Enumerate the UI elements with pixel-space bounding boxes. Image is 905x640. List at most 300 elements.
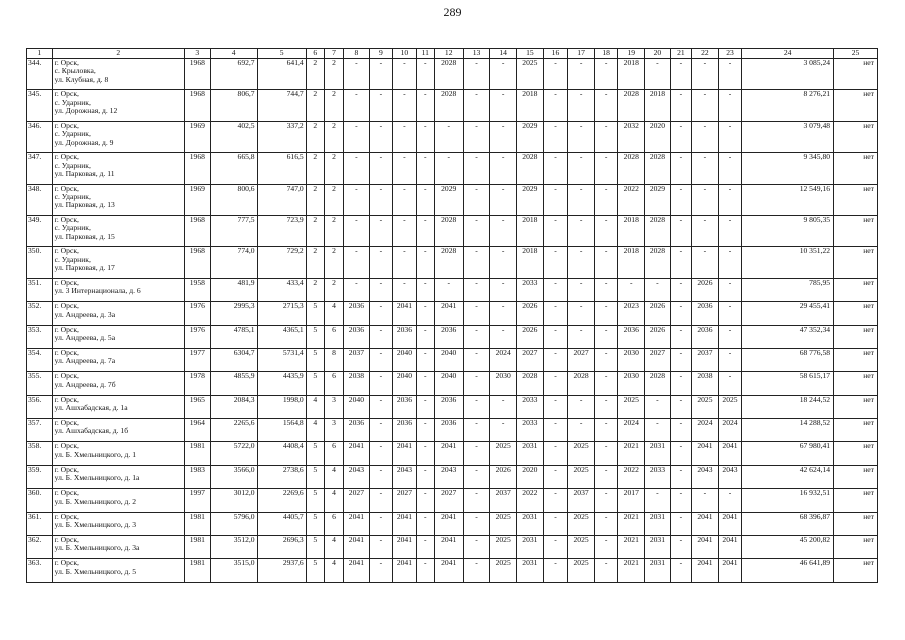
cell-col-25: нет <box>834 90 878 121</box>
cell-col-19: 2017 <box>618 489 645 512</box>
cell-col-17: 2037 <box>568 489 595 512</box>
cell-col-19: 2036 <box>618 325 645 348</box>
cell-col-13: - <box>463 184 490 215</box>
cell-col-22: - <box>692 184 719 215</box>
cell-col-24: 785,95 <box>742 278 834 301</box>
cell-col-25: нет <box>834 302 878 325</box>
cell-col-25: нет <box>834 247 878 278</box>
cell-col-14: - <box>490 184 517 215</box>
cell-col-4: 3012,0 <box>210 489 257 512</box>
cell-col-18: - <box>594 489 617 512</box>
cell-col-21: - <box>670 90 691 121</box>
cell-col-6: 2 <box>306 121 324 152</box>
cell-col-8: - <box>344 278 370 301</box>
table-row <box>27 59 878 90</box>
cell-col-20: 2031 <box>645 442 671 465</box>
address-cell <box>52 247 184 278</box>
address-line: ул. Андреева, д. 5а <box>54 332 116 342</box>
cell-col-24: 68 776,58 <box>742 348 834 371</box>
cell-col-21: - <box>670 442 691 465</box>
table-row <box>27 278 878 301</box>
cell-col-16: - <box>543 395 568 418</box>
row-number: 354. <box>27 348 53 371</box>
cell-col-22: 2041 <box>692 512 719 535</box>
column-header: 24 <box>742 49 834 59</box>
cell-col-11: - <box>416 419 434 442</box>
cell-col-19: - <box>618 278 645 301</box>
cell-col-19: 2030 <box>618 372 645 395</box>
cell-col-3: 1965 <box>185 395 211 418</box>
cell-col-20: 2031 <box>645 512 671 535</box>
cell-col-20: 2031 <box>645 559 671 582</box>
cell-col-4: 481,9 <box>210 278 257 301</box>
column-header: 10 <box>393 49 416 59</box>
cell-col-8: 2036 <box>344 325 370 348</box>
address-cell <box>52 215 184 246</box>
cell-col-22: 2043 <box>692 465 719 488</box>
cell-col-5: 2738,6 <box>257 465 306 488</box>
cell-col-20: - <box>645 489 671 512</box>
cell-col-25: нет <box>834 442 878 465</box>
cell-col-25: нет <box>834 395 878 418</box>
address-cell <box>52 302 184 325</box>
address-line: ул. Б. Хмельницкого, д. 1 <box>54 449 137 459</box>
cell-col-25: нет <box>834 215 878 246</box>
cell-col-24: 42 624,14 <box>742 465 834 488</box>
cell-col-23: - <box>718 153 741 184</box>
cell-col-20: 2028 <box>645 372 671 395</box>
cell-col-23: 2041 <box>718 442 741 465</box>
cell-col-14: 2037 <box>490 489 517 512</box>
cell-col-4: 3515,0 <box>210 559 257 582</box>
cell-col-17: 2025 <box>568 559 595 582</box>
cell-col-13: - <box>463 153 490 184</box>
cell-col-10: 2041 <box>393 512 416 535</box>
cell-col-4: 402,5 <box>210 121 257 152</box>
cell-col-16: - <box>543 90 568 121</box>
cell-col-23: - <box>718 325 741 348</box>
cell-col-5: 723,9 <box>257 215 306 246</box>
cell-col-7: 6 <box>324 512 343 535</box>
cell-col-12: 2040 <box>434 348 463 371</box>
cell-col-6: 2 <box>306 59 324 90</box>
cell-col-13: - <box>463 325 490 348</box>
cell-col-7: 4 <box>324 536 343 559</box>
cell-col-8: - <box>344 59 370 90</box>
cell-col-11: - <box>416 395 434 418</box>
address-line: г. Орск, <box>54 371 79 381</box>
cell-col-11: - <box>416 153 434 184</box>
cell-col-21: - <box>670 153 691 184</box>
address-cell <box>52 395 184 418</box>
cell-col-24: 68 396,87 <box>742 512 834 535</box>
column-header: 3 <box>185 49 211 59</box>
cell-col-17: - <box>568 395 595 418</box>
cell-col-4: 4785,1 <box>210 325 257 348</box>
cell-col-11: - <box>416 536 434 559</box>
cell-col-21: - <box>670 302 691 325</box>
cell-col-14: - <box>490 302 517 325</box>
address-cell <box>52 465 184 488</box>
row-number: 344. <box>27 59 53 90</box>
cell-col-18: - <box>594 325 617 348</box>
cell-col-14: - <box>490 395 517 418</box>
column-header: 20 <box>645 49 671 59</box>
cell-col-25: нет <box>834 121 878 152</box>
address-line: г. Орск, <box>54 441 79 451</box>
cell-col-6: 5 <box>306 372 324 395</box>
cell-col-22: - <box>692 215 719 246</box>
cell-col-12: 2036 <box>434 325 463 348</box>
cell-col-10: 2041 <box>393 559 416 582</box>
cell-col-6: 2 <box>306 153 324 184</box>
cell-col-15: 2026 <box>517 325 544 348</box>
cell-col-21: - <box>670 215 691 246</box>
column-header: 15 <box>517 49 544 59</box>
cell-col-22: 2036 <box>692 325 719 348</box>
cell-col-21: - <box>670 278 691 301</box>
cell-col-21: - <box>670 559 691 582</box>
cell-col-10: 2043 <box>393 465 416 488</box>
cell-col-14: 2030 <box>490 372 517 395</box>
table-row <box>27 247 878 278</box>
cell-col-16: - <box>543 247 568 278</box>
address-cell <box>52 442 184 465</box>
cell-col-14: - <box>490 121 517 152</box>
cell-col-17: - <box>568 278 595 301</box>
cell-col-16: - <box>543 184 568 215</box>
table-row <box>27 536 878 559</box>
cell-col-8: 2038 <box>344 372 370 395</box>
cell-col-24: 8 276,21 <box>742 90 834 121</box>
cell-col-20: 2028 <box>645 215 671 246</box>
cell-col-6: 5 <box>306 348 324 371</box>
cell-col-7: 3 <box>324 419 343 442</box>
cell-col-5: 744,7 <box>257 90 306 121</box>
cell-col-3: 1958 <box>185 278 211 301</box>
column-header: 6 <box>306 49 324 59</box>
cell-col-13: - <box>463 559 490 582</box>
cell-col-17: - <box>568 90 595 121</box>
address-line: ул. Б. Хмельницкого, д. 5 <box>54 566 137 576</box>
cell-col-22: 2041 <box>692 442 719 465</box>
cell-col-3: 1997 <box>185 489 211 512</box>
cell-col-25: нет <box>834 419 878 442</box>
cell-col-6: 4 <box>306 419 324 442</box>
cell-col-4: 774,0 <box>210 247 257 278</box>
cell-col-8: 2037 <box>344 348 370 371</box>
cell-col-5: 2269,6 <box>257 489 306 512</box>
cell-col-25: нет <box>834 489 878 512</box>
cell-col-19: 2018 <box>618 247 645 278</box>
cell-col-11: - <box>416 302 434 325</box>
cell-col-4: 2995,3 <box>210 302 257 325</box>
cell-col-4: 777,5 <box>210 215 257 246</box>
cell-col-3: 1969 <box>185 121 211 152</box>
cell-col-21: - <box>670 395 691 418</box>
cell-col-8: 2043 <box>344 465 370 488</box>
cell-col-5: 2696,3 <box>257 536 306 559</box>
cell-col-16: - <box>543 153 568 184</box>
cell-col-17: - <box>568 419 595 442</box>
cell-col-4: 692,7 <box>210 59 257 90</box>
cell-col-12: 2029 <box>434 184 463 215</box>
cell-col-11: - <box>416 372 434 395</box>
cell-col-19: 2022 <box>618 184 645 215</box>
address-cell <box>52 153 184 184</box>
address-line: г. Орск, <box>54 418 79 428</box>
cell-col-7: 6 <box>324 325 343 348</box>
cell-col-13: - <box>463 372 490 395</box>
column-header: 7 <box>324 49 343 59</box>
cell-col-3: 1981 <box>185 536 211 559</box>
address-line: г. Орск, <box>54 152 79 162</box>
row-number: 345. <box>27 90 53 121</box>
cell-col-8: 2041 <box>344 536 370 559</box>
cell-col-12: 2041 <box>434 442 463 465</box>
row-number: 363. <box>27 559 53 582</box>
cell-col-20: 2026 <box>645 325 671 348</box>
cell-col-7: 2 <box>324 121 343 152</box>
row-number: 346. <box>27 121 53 152</box>
address-line: с. Ударник, <box>54 160 91 170</box>
cell-col-3: 1964 <box>185 419 211 442</box>
column-header: 1 <box>27 49 53 59</box>
cell-col-19: 2021 <box>618 512 645 535</box>
cell-col-4: 800,6 <box>210 184 257 215</box>
cell-col-18: - <box>594 536 617 559</box>
cell-col-8: - <box>344 121 370 152</box>
table-row <box>27 184 878 215</box>
cell-col-18: - <box>594 302 617 325</box>
address-cell <box>52 559 184 582</box>
cell-col-9: - <box>369 59 392 90</box>
cell-col-14: - <box>490 419 517 442</box>
cell-col-24: 46 641,89 <box>742 559 834 582</box>
cell-col-10: 2027 <box>393 489 416 512</box>
cell-col-23: 2041 <box>718 536 741 559</box>
cell-col-21: - <box>670 419 691 442</box>
cell-col-15: 2022 <box>517 489 544 512</box>
cell-col-23: - <box>718 59 741 90</box>
cell-col-7: 2 <box>324 153 343 184</box>
cell-col-7: 2 <box>324 90 343 121</box>
address-line: ул. Парковая, д. 17 <box>54 263 115 273</box>
cell-col-11: - <box>416 215 434 246</box>
cell-col-4: 6304,7 <box>210 348 257 371</box>
cell-col-12: 2041 <box>434 559 463 582</box>
cell-col-20: 2026 <box>645 302 671 325</box>
cell-col-10: - <box>393 215 416 246</box>
cell-col-24: 3 079,48 <box>742 121 834 152</box>
cell-col-6: 2 <box>306 184 324 215</box>
cell-col-25: нет <box>834 278 878 301</box>
cell-col-17: - <box>568 153 595 184</box>
cell-col-3: 1976 <box>185 325 211 348</box>
cell-col-5: 4435,9 <box>257 372 306 395</box>
cell-col-22: 2041 <box>692 536 719 559</box>
cell-col-25: нет <box>834 184 878 215</box>
cell-col-23: - <box>718 90 741 121</box>
address-line: с. Ударник, <box>54 191 91 201</box>
cell-col-4: 5796,0 <box>210 512 257 535</box>
cell-col-16: - <box>543 419 568 442</box>
row-number: 353. <box>27 325 53 348</box>
cell-col-16: - <box>543 121 568 152</box>
cell-col-23: - <box>718 348 741 371</box>
cell-col-5: 4405,7 <box>257 512 306 535</box>
cell-col-20: 2027 <box>645 348 671 371</box>
cell-col-15: 2031 <box>517 442 544 465</box>
cell-col-15: 2018 <box>517 90 544 121</box>
column-header: 5 <box>257 49 306 59</box>
cell-col-5: 1564,8 <box>257 419 306 442</box>
cell-col-24: 45 200,82 <box>742 536 834 559</box>
cell-col-18: - <box>594 512 617 535</box>
cell-col-13: - <box>463 302 490 325</box>
address-cell <box>52 90 184 121</box>
cell-col-16: - <box>543 372 568 395</box>
address-line: г. Орск, <box>54 89 79 99</box>
cell-col-22: - <box>692 247 719 278</box>
cell-col-23: - <box>718 302 741 325</box>
cell-col-22: 2026 <box>692 278 719 301</box>
cell-col-16: - <box>543 559 568 582</box>
cell-col-23: 2025 <box>718 395 741 418</box>
cell-col-15: 2031 <box>517 559 544 582</box>
cell-col-9: - <box>369 278 392 301</box>
cell-col-5: 641,4 <box>257 59 306 90</box>
cell-col-19: 2028 <box>618 90 645 121</box>
cell-col-15: 2018 <box>517 215 544 246</box>
cell-col-9: - <box>369 559 392 582</box>
cell-col-12: 2041 <box>434 302 463 325</box>
cell-col-16: - <box>543 512 568 535</box>
cell-col-8: - <box>344 184 370 215</box>
cell-col-14: 2024 <box>490 348 517 371</box>
cell-col-19: 2025 <box>618 395 645 418</box>
cell-col-8: 2036 <box>344 419 370 442</box>
cell-col-10: - <box>393 184 416 215</box>
row-number: 355. <box>27 372 53 395</box>
address-line: г. Орск, <box>54 325 79 334</box>
cell-col-16: - <box>543 325 568 348</box>
cell-col-10: 2036 <box>393 419 416 442</box>
cell-col-6: 5 <box>306 512 324 535</box>
cell-col-18: - <box>594 121 617 152</box>
table-row <box>27 395 878 418</box>
cell-col-14: - <box>490 59 517 90</box>
cell-col-17: 2025 <box>568 512 595 535</box>
cell-col-18: - <box>594 442 617 465</box>
address-line: г. Орск, <box>54 121 79 130</box>
cell-col-22: 2036 <box>692 302 719 325</box>
cell-col-10: 2040 <box>393 348 416 371</box>
cell-col-6: 5 <box>306 489 324 512</box>
address-line: г. Орск, <box>54 465 79 474</box>
address-line: ул. Андреева, д. 3а <box>54 309 116 319</box>
cell-col-19: 2018 <box>618 59 645 90</box>
cell-col-7: 4 <box>324 465 343 488</box>
cell-col-6: 5 <box>306 302 324 325</box>
cell-col-14: - <box>490 90 517 121</box>
cell-col-9: - <box>369 153 392 184</box>
cell-col-21: - <box>670 121 691 152</box>
cell-col-5: 337,2 <box>257 121 306 152</box>
cell-col-3: 1977 <box>185 348 211 371</box>
cell-col-18: - <box>594 215 617 246</box>
cell-col-24: 16 932,51 <box>742 489 834 512</box>
cell-col-10: 2041 <box>393 536 416 559</box>
cell-col-14: - <box>490 247 517 278</box>
cell-col-17: - <box>568 59 595 90</box>
cell-col-15: 2028 <box>517 153 544 184</box>
address-line: ул. Парковая, д. 11 <box>54 168 115 178</box>
cell-col-7: 4 <box>324 489 343 512</box>
cell-col-19: 2018 <box>618 215 645 246</box>
cell-col-6: 5 <box>306 442 324 465</box>
cell-col-17: - <box>568 184 595 215</box>
address-line: г. Орск, <box>54 246 79 256</box>
cell-col-9: - <box>369 325 392 348</box>
column-header: 17 <box>568 49 595 59</box>
cell-col-5: 4365,1 <box>257 325 306 348</box>
cell-col-19: 2032 <box>618 121 645 152</box>
cell-col-24: 18 244,52 <box>742 395 834 418</box>
address-cell <box>52 512 184 535</box>
cell-col-8: - <box>344 153 370 184</box>
cell-col-10: - <box>393 153 416 184</box>
cell-col-23: - <box>718 215 741 246</box>
cell-col-5: 433,4 <box>257 278 306 301</box>
cell-col-22: - <box>692 489 719 512</box>
cell-col-7: 2 <box>324 247 343 278</box>
column-header: 13 <box>463 49 490 59</box>
address-cell <box>52 536 184 559</box>
cell-col-5: 5731,4 <box>257 348 306 371</box>
cell-col-5: 2715,3 <box>257 302 306 325</box>
cell-col-18: - <box>594 90 617 121</box>
cell-col-17: - <box>568 215 595 246</box>
cell-col-13: - <box>463 395 490 418</box>
cell-col-7: 2 <box>324 59 343 90</box>
cell-col-15: 2033 <box>517 395 544 418</box>
row-number: 348. <box>27 184 53 215</box>
cell-col-7: 4 <box>324 302 343 325</box>
cell-col-20: - <box>645 419 671 442</box>
cell-col-9: - <box>369 372 392 395</box>
cell-col-24: 14 288,52 <box>742 419 834 442</box>
cell-col-9: - <box>369 395 392 418</box>
cell-col-13: - <box>463 442 490 465</box>
address-line: ул. Парковая, д. 15 <box>54 231 115 241</box>
cell-col-4: 4855,9 <box>210 372 257 395</box>
address-cell <box>52 59 184 90</box>
cell-col-25: нет <box>834 465 878 488</box>
table-row <box>27 325 878 348</box>
cell-col-8: 2040 <box>344 395 370 418</box>
cell-col-12: 2036 <box>434 419 463 442</box>
address-line: ул. Ашхабадская, д. 1а <box>54 403 128 413</box>
address-line: ул. Андреева, д. 7а <box>54 356 116 366</box>
cell-col-20: 2020 <box>645 121 671 152</box>
cell-col-15: 2026 <box>517 302 544 325</box>
cell-col-17: - <box>568 121 595 152</box>
cell-col-9: - <box>369 489 392 512</box>
cell-col-25: нет <box>834 372 878 395</box>
cell-col-25: нет <box>834 153 878 184</box>
cell-col-14: 2025 <box>490 442 517 465</box>
